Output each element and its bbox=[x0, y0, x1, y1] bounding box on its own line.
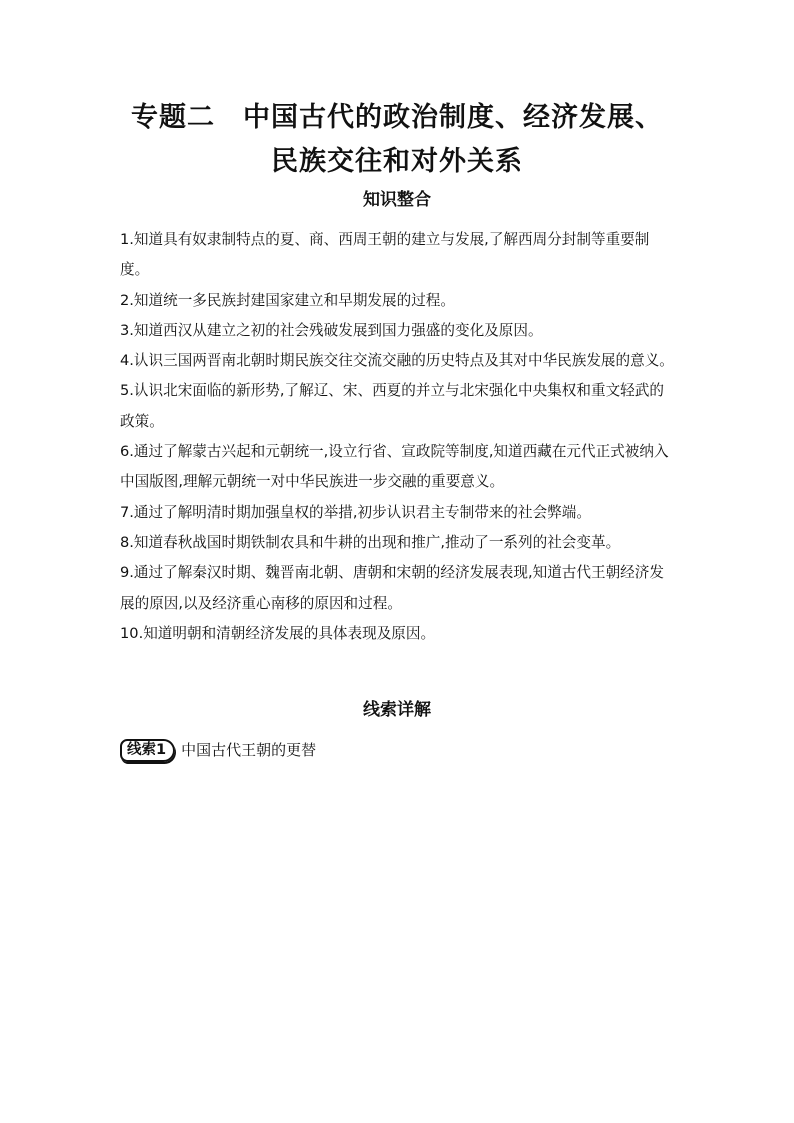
list-item: 9.通过了解秦汉时期、魏晋南北朝、唐朝和宋朝的经济发展表现,知道古代王朝经济发展的原因,以及经济重心南移的原因和过程。 bbox=[120, 564, 664, 612]
list-item: 10.知道明朝和清朝经济发展的具体表现及原因。 bbox=[120, 624, 436, 642]
clue-row bbox=[120, 738, 316, 762]
section-heading-knowledge: 知识整合 bbox=[363, 190, 431, 210]
knowledge-list bbox=[120, 225, 676, 649]
list-item: 7.通过了解明清时期加强皇权的举措,初步认识君主专制带来的社会弊端。 bbox=[120, 503, 591, 521]
list-item: 4.认识三国两晋南北朝时期民族交往交流交融的历史特点及其对中华民族发展的意义。 bbox=[120, 352, 674, 370]
clue-badge: 线索1 bbox=[120, 739, 175, 762]
list-item: 3.知道西汉从建立之初的社会残破发展到国力强盛的变化及原因。 bbox=[120, 321, 543, 339]
list-item: 5.认识北宋面临的新形势,了解辽、宋、西夏的并立与北宋强化中央集权和重文轻武的政策。 bbox=[120, 382, 664, 430]
list-item: 1.知道具有奴隶制特点的夏、商、西周王朝的建立与发展,了解西周分封制等重要制度。 bbox=[120, 231, 650, 279]
list-item: 8.知道春秋战国时期铁制农具和牛耕的出现和推广,推动了一系列的社会变革。 bbox=[120, 533, 621, 551]
page-title: 专题二 中国古代的政治制度、经济发展、民族交往和对外关系 bbox=[131, 102, 663, 177]
section-heading-clues: 线索详解 bbox=[363, 700, 431, 720]
clue-title: 中国古代王朝的更替 bbox=[181, 741, 317, 759]
list-item: 2.知道统一多民族封建国家建立和早期发展的过程。 bbox=[120, 291, 455, 309]
list-item: 6.通过了解蒙古兴起和元朝统一,设立行省、宣政院等制度,知道西藏在元代正式被纳入中国版图,理解元朝统一对中华民族进一步交融的重要意义。 bbox=[120, 443, 669, 491]
